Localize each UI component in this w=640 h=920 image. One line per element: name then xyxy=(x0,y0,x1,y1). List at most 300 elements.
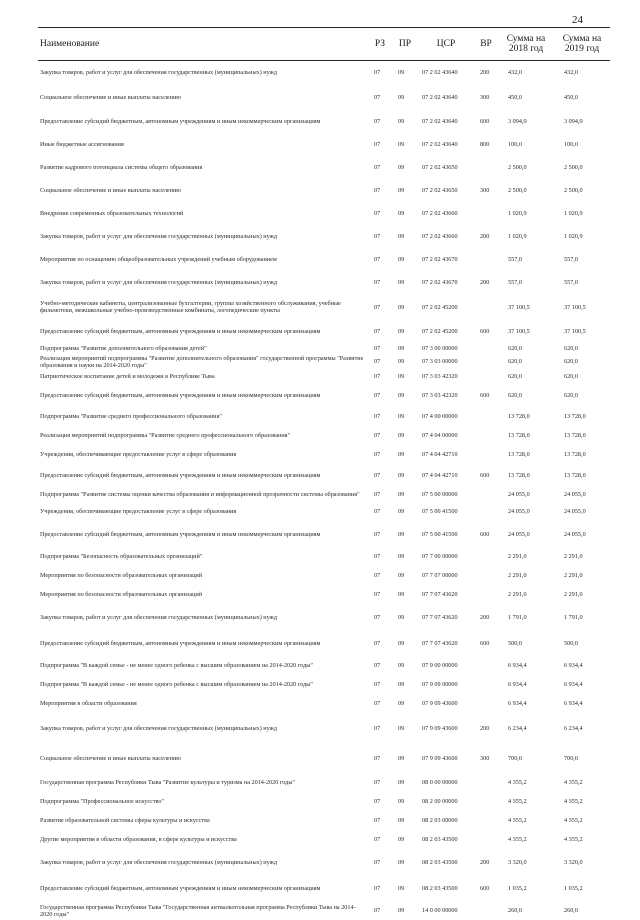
table-row xyxy=(38,875,610,901)
row-name: Мероприятия по безопасности образовательных организаций xyxy=(38,585,368,604)
row-name: Предоставление субсидий бюджетным, автономным учреждениям и иным некоммерческим организациям xyxy=(38,630,368,656)
row-sum-2019: 620,0 xyxy=(554,369,610,384)
row-sum-2018: 620,0 xyxy=(498,343,554,354)
row-name: Закупка товаров, работ и услуг для обеспечения государственных (муниципальных) нужд xyxy=(38,713,368,743)
row-csr: 07 5 00 41500 xyxy=(418,502,474,521)
row-rz: 07 xyxy=(368,445,392,464)
row-sum-2019: 1 020,9 xyxy=(554,202,610,225)
row-pr: 09 xyxy=(392,487,418,502)
row-rz: 07 xyxy=(368,792,392,811)
row-rz: 07 xyxy=(368,773,392,792)
row-name: Социальное обеспечение и иные выплаты населению xyxy=(38,743,368,773)
row-vr xyxy=(474,656,498,675)
row-rz: 07 xyxy=(368,675,392,694)
table-row xyxy=(38,849,610,875)
row-csr: 07 4 00 00000 xyxy=(418,407,474,426)
row-name: Реализация мероприятий подпрограммы "Развитие среднего профессионального образования" xyxy=(38,426,368,445)
header-vr: ВР xyxy=(474,28,498,61)
row-pr: 09 xyxy=(392,445,418,464)
row-sum-2018: 432,0 xyxy=(498,61,554,85)
row-pr: 09 xyxy=(392,271,418,294)
row-vr: 200 xyxy=(474,713,498,743)
table-row xyxy=(38,630,610,656)
row-csr: 07 9 09 43600 xyxy=(418,713,474,743)
table-row xyxy=(38,585,610,604)
row-sum-2019: 557,0 xyxy=(554,248,610,271)
table-row xyxy=(38,179,610,202)
row-csr: 08 2 03 43500 xyxy=(418,830,474,849)
row-name: Развитие образовательной системы сферы культуры и искусства xyxy=(38,811,368,830)
row-sum-2019: 24 055,0 xyxy=(554,502,610,521)
table-row xyxy=(38,487,610,502)
row-pr: 09 xyxy=(392,156,418,179)
row-csr: 07 3 03 42320 xyxy=(418,384,474,407)
row-pr: 09 xyxy=(392,384,418,407)
row-sum-2019: 620,0 xyxy=(554,384,610,407)
row-rz: 07 xyxy=(368,225,392,248)
row-sum-2019: 6 234,4 xyxy=(554,713,610,743)
row-name: Предоставление субсидий бюджетным, автономным учреждениям и иным некоммерческим организациям xyxy=(38,384,368,407)
row-sum-2018: 260,0 xyxy=(498,901,554,920)
row-rz: 07 xyxy=(368,566,392,585)
row-sum-2018: 13 728,0 xyxy=(498,445,554,464)
row-vr xyxy=(474,369,498,384)
row-pr: 09 xyxy=(392,604,418,630)
table-row xyxy=(38,294,610,320)
table-row xyxy=(38,743,610,773)
row-csr: 08 0 00 00000 xyxy=(418,773,474,792)
row-vr: 200 xyxy=(474,849,498,875)
table-row xyxy=(38,225,610,248)
row-vr: 200 xyxy=(474,604,498,630)
row-pr: 09 xyxy=(392,694,418,713)
row-sum-2019: 3 320,0 xyxy=(554,849,610,875)
row-rz: 07 xyxy=(368,811,392,830)
table-row xyxy=(38,320,610,343)
row-sum-2018: 2 500,0 xyxy=(498,156,554,179)
table-row xyxy=(38,547,610,566)
header-sum-2019: Сумма на 2019 год xyxy=(554,28,610,61)
table-row xyxy=(38,271,610,294)
row-vr: 600 xyxy=(474,464,498,487)
row-pr: 09 xyxy=(392,830,418,849)
row-sum-2019: 1 020,9 xyxy=(554,225,610,248)
table-row xyxy=(38,694,610,713)
row-vr xyxy=(474,354,498,369)
row-name: Предоставление субсидий бюджетным, автономным учреждениям и иным некоммерческим организациям xyxy=(38,320,368,343)
row-sum-2018: 620,0 xyxy=(498,369,554,384)
row-sum-2018: 13 728,0 xyxy=(498,426,554,445)
row-name: Мероприятия по безопасности образовательных организаций xyxy=(38,566,368,585)
table-row xyxy=(38,830,610,849)
row-name: Подпрограмма "Развитие дополнительного образования детей" xyxy=(38,343,368,354)
row-sum-2019: 4 355,2 xyxy=(554,811,610,830)
row-name: Предоставление субсидий бюджетным, автономным учреждениям и иным некоммерческим организациям xyxy=(38,875,368,901)
row-pr: 09 xyxy=(392,502,418,521)
table-row xyxy=(38,901,610,920)
row-sum-2019: 100,0 xyxy=(554,133,610,156)
row-name: Подпрограмма "В каждой семье - не менее одного ребенка с высшим образованием на 2014-2020 годы" xyxy=(38,656,368,675)
header-sum-2018: Сумма на 2018 год xyxy=(498,28,554,61)
row-name: Развитие кадрового потенциала системы общего образования xyxy=(38,156,368,179)
row-csr: 07 9 09 43600 xyxy=(418,694,474,713)
table-row xyxy=(38,110,610,133)
row-name: Закупка товаров, работ и услуг для обеспечения государственных (муниципальных) нужд xyxy=(38,849,368,875)
row-csr: 07 2 02 43660 xyxy=(418,225,474,248)
row-name: Другие мероприятия в области образования, в сфере культуры и искусства xyxy=(38,830,368,849)
row-csr: 07 4 04 42710 xyxy=(418,464,474,487)
row-sum-2019: 24 055,0 xyxy=(554,487,610,502)
row-sum-2019: 6 934,4 xyxy=(554,675,610,694)
row-sum-2018: 1 020,9 xyxy=(498,225,554,248)
row-pr: 09 xyxy=(392,248,418,271)
row-csr: 07 5 00 00000 xyxy=(418,487,474,502)
row-sum-2018: 1 035,2 xyxy=(498,875,554,901)
row-pr: 09 xyxy=(392,585,418,604)
row-name: Мероприятия по оснащению общеобразовательных учреждений учебным оборудованием xyxy=(38,248,368,271)
row-rz: 07 xyxy=(368,271,392,294)
row-sum-2018: 2 291,0 xyxy=(498,547,554,566)
row-vr xyxy=(474,811,498,830)
row-pr: 09 xyxy=(392,675,418,694)
row-pr: 09 xyxy=(392,792,418,811)
row-csr: 07 3 00 00000 xyxy=(418,343,474,354)
row-csr: 07 3 03 42320 xyxy=(418,369,474,384)
row-csr: 07 9 09 00000 xyxy=(418,675,474,694)
row-pr: 09 xyxy=(392,110,418,133)
row-vr xyxy=(474,156,498,179)
row-rz: 07 xyxy=(368,521,392,547)
row-vr xyxy=(474,585,498,604)
row-pr: 09 xyxy=(392,773,418,792)
row-vr: 200 xyxy=(474,225,498,248)
row-pr: 09 xyxy=(392,225,418,248)
row-rz: 07 xyxy=(368,426,392,445)
row-sum-2019: 2 291,0 xyxy=(554,585,610,604)
table-row xyxy=(38,445,610,464)
row-csr: 07 2 02 43640 xyxy=(418,84,474,110)
row-sum-2018: 557,0 xyxy=(498,271,554,294)
row-sum-2018: 6 234,4 xyxy=(498,713,554,743)
row-sum-2019: 4 355,2 xyxy=(554,773,610,792)
row-csr: 08 2 00 00000 xyxy=(418,792,474,811)
row-sum-2018: 37 100,5 xyxy=(498,320,554,343)
row-name: Патриотическое воспитание детей и молодежи в Республике Тыва xyxy=(38,369,368,384)
row-rz: 07 xyxy=(368,110,392,133)
row-csr: 07 9 09 43600 xyxy=(418,743,474,773)
row-sum-2018: 500,0 xyxy=(498,630,554,656)
row-sum-2018: 6 934,4 xyxy=(498,675,554,694)
row-vr xyxy=(474,294,498,320)
row-csr: 08 2 03 00000 xyxy=(418,811,474,830)
row-sum-2019: 1 035,2 xyxy=(554,875,610,901)
row-rz: 07 xyxy=(368,407,392,426)
row-csr: 07 5 00 41500 xyxy=(418,521,474,547)
row-name: Подпрограмма "Безопасность образовательных организаций" xyxy=(38,547,368,566)
row-csr: 07 3 03 00000 xyxy=(418,354,474,369)
row-csr: 07 2 02 45200 xyxy=(418,294,474,320)
row-rz: 07 xyxy=(368,179,392,202)
row-sum-2019: 13 728,0 xyxy=(554,464,610,487)
row-sum-2019: 6 934,4 xyxy=(554,656,610,675)
row-sum-2018: 4 355,2 xyxy=(498,792,554,811)
row-vr xyxy=(474,426,498,445)
row-name: Предоставление субсидий бюджетным, автономным учреждениям и иным некоммерческим организациям xyxy=(38,110,368,133)
row-pr: 09 xyxy=(392,179,418,202)
header-name: Наименование xyxy=(38,28,368,61)
row-vr xyxy=(474,502,498,521)
row-sum-2019: 260,0 xyxy=(554,901,610,920)
row-pr: 09 xyxy=(392,901,418,920)
row-sum-2019: 500,0 xyxy=(554,630,610,656)
table-row xyxy=(38,675,610,694)
row-csr: 07 9 00 00000 xyxy=(418,656,474,675)
table-row xyxy=(38,773,610,792)
row-pr: 09 xyxy=(392,566,418,585)
row-pr: 09 xyxy=(392,426,418,445)
row-sum-2019: 557,0 xyxy=(554,271,610,294)
table-row xyxy=(38,84,610,110)
row-vr: 800 xyxy=(474,133,498,156)
row-rz: 07 xyxy=(368,156,392,179)
row-name: Подпрограмма "Развитие среднего профессионального образования" xyxy=(38,407,368,426)
row-sum-2019: 13 728,0 xyxy=(554,407,610,426)
row-csr: 07 2 02 43670 xyxy=(418,271,474,294)
row-pr: 09 xyxy=(392,61,418,85)
row-csr: 14 0 00 00000 xyxy=(418,901,474,920)
table-row xyxy=(38,156,610,179)
row-csr: 07 2 02 43650 xyxy=(418,156,474,179)
row-sum-2018: 2 291,0 xyxy=(498,585,554,604)
row-sum-2018: 6 934,4 xyxy=(498,656,554,675)
row-sum-2019: 2 291,0 xyxy=(554,566,610,585)
row-rz: 07 xyxy=(368,343,392,354)
row-sum-2018: 2 500,0 xyxy=(498,179,554,202)
row-csr: 07 7 00 00000 xyxy=(418,547,474,566)
row-name: Социальное обеспечение и иные выплаты населению xyxy=(38,179,368,202)
row-vr: 600 xyxy=(474,630,498,656)
row-vr: 300 xyxy=(474,179,498,202)
row-sum-2018: 557,0 xyxy=(498,248,554,271)
row-sum-2019: 24 055,0 xyxy=(554,521,610,547)
row-pr: 09 xyxy=(392,369,418,384)
row-sum-2018: 620,0 xyxy=(498,354,554,369)
row-vr xyxy=(474,792,498,811)
row-rz: 07 xyxy=(368,487,392,502)
table-row xyxy=(38,502,610,521)
row-sum-2019: 620,0 xyxy=(554,343,610,354)
row-sum-2018: 4 355,2 xyxy=(498,773,554,792)
table-row xyxy=(38,464,610,487)
row-name: Закупка товаров, работ и услуг для обеспечения государственных (муниципальных) нужд xyxy=(38,271,368,294)
row-pr: 09 xyxy=(392,547,418,566)
row-vr: 600 xyxy=(474,110,498,133)
row-pr: 09 xyxy=(392,464,418,487)
row-rz: 07 xyxy=(368,248,392,271)
row-rz: 07 xyxy=(368,354,392,369)
row-name: Закупка товаров, работ и услуг для обеспечения государственных (муниципальных) нужд xyxy=(38,61,368,85)
row-sum-2019: 2 500,0 xyxy=(554,179,610,202)
row-sum-2018: 100,0 xyxy=(498,133,554,156)
row-vr xyxy=(474,566,498,585)
row-sum-2019: 4 355,2 xyxy=(554,792,610,811)
table-row xyxy=(38,521,610,547)
row-name: Иные бюджетные ассигнования xyxy=(38,133,368,156)
row-pr: 09 xyxy=(392,630,418,656)
row-vr xyxy=(474,694,498,713)
row-pr: 09 xyxy=(392,354,418,369)
row-csr: 07 2 02 43640 xyxy=(418,110,474,133)
row-sum-2018: 6 934,4 xyxy=(498,694,554,713)
row-name: Государственная программа Республики Тыва "Государственная антиалкогольная программа Республики Тыва на 2014-2020 годы" xyxy=(38,901,368,920)
row-sum-2018: 620,0 xyxy=(498,384,554,407)
row-rz: 07 xyxy=(368,585,392,604)
budget-table xyxy=(38,27,610,920)
row-vr: 600 xyxy=(474,384,498,407)
row-vr xyxy=(474,675,498,694)
row-vr xyxy=(474,547,498,566)
row-rz: 07 xyxy=(368,61,392,85)
row-rz: 07 xyxy=(368,849,392,875)
row-rz: 07 xyxy=(368,384,392,407)
table-row xyxy=(38,248,610,271)
table-row xyxy=(38,656,610,675)
table-row xyxy=(38,369,610,384)
row-sum-2019: 3 094,0 xyxy=(554,110,610,133)
row-name: Государственная программа Республики Тыва "Развитие культуры и туризма на 2014-2020 годы" xyxy=(38,773,368,792)
row-sum-2019: 1 791,0 xyxy=(554,604,610,630)
page-number: 24 xyxy=(572,14,583,26)
row-sum-2018: 4 355,2 xyxy=(498,811,554,830)
row-sum-2019: 37 100,5 xyxy=(554,294,610,320)
row-pr: 09 xyxy=(392,656,418,675)
row-name: Закупка товаров, работ и услуг для обеспечения государственных (муниципальных) нужд xyxy=(38,225,368,248)
row-name: Мероприятия в области образования xyxy=(38,694,368,713)
row-pr: 09 xyxy=(392,202,418,225)
row-csr: 07 7 07 43620 xyxy=(418,585,474,604)
row-rz: 07 xyxy=(368,320,392,343)
row-vr: 200 xyxy=(474,61,498,85)
row-pr: 09 xyxy=(392,320,418,343)
row-rz: 07 xyxy=(368,875,392,901)
row-name: Подпрограмма "Развитие системы оценки качества образования и информационной прозрачности системы образования" xyxy=(38,487,368,502)
table-row xyxy=(38,407,610,426)
row-sum-2018: 13 728,0 xyxy=(498,464,554,487)
row-vr xyxy=(474,445,498,464)
table-row xyxy=(38,354,610,369)
row-vr xyxy=(474,343,498,354)
row-rz: 07 xyxy=(368,656,392,675)
row-csr: 07 2 02 45200 xyxy=(418,320,474,343)
row-pr: 09 xyxy=(392,875,418,901)
row-sum-2018: 1 020,9 xyxy=(498,202,554,225)
row-csr: 07 2 02 43650 xyxy=(418,179,474,202)
row-csr: 07 7 07 43620 xyxy=(418,630,474,656)
row-sum-2019: 13 728,0 xyxy=(554,426,610,445)
row-sum-2018: 2 291,0 xyxy=(498,566,554,585)
row-pr: 09 xyxy=(392,84,418,110)
row-sum-2018: 700,0 xyxy=(498,743,554,773)
row-vr xyxy=(474,248,498,271)
row-rz: 07 xyxy=(368,743,392,773)
row-sum-2018: 3 320,0 xyxy=(498,849,554,875)
row-sum-2018: 3 094,0 xyxy=(498,110,554,133)
table-row xyxy=(38,713,610,743)
table-row xyxy=(38,566,610,585)
table-row xyxy=(38,811,610,830)
row-rz: 07 xyxy=(368,502,392,521)
row-name: Закупка товаров, работ и услуг для обеспечения государственных (муниципальных) нужд xyxy=(38,604,368,630)
row-sum-2018: 450,0 xyxy=(498,84,554,110)
row-sum-2019: 37 100,5 xyxy=(554,320,610,343)
row-name: Предоставление субсидий бюджетным, автономным учреждениям и иным некоммерческим организациям xyxy=(38,521,368,547)
row-name: Предоставление субсидий бюджетным, автономным учреждениям и иным некоммерческим организациям xyxy=(38,464,368,487)
row-sum-2018: 4 355,2 xyxy=(498,830,554,849)
table-row xyxy=(38,133,610,156)
table-row xyxy=(38,426,610,445)
row-csr: 07 7 07 00000 xyxy=(418,566,474,585)
row-pr: 09 xyxy=(392,133,418,156)
row-csr: 07 2 02 43640 xyxy=(418,133,474,156)
row-name: Учреждения, обеспечивающие предоставление услуг в сфере образования xyxy=(38,445,368,464)
table-body xyxy=(38,61,610,920)
row-pr: 09 xyxy=(392,811,418,830)
row-sum-2019: 2 291,0 xyxy=(554,547,610,566)
row-sum-2018: 24 055,0 xyxy=(498,502,554,521)
row-vr xyxy=(474,202,498,225)
header-pr: ПР xyxy=(392,28,418,61)
row-csr: 07 7 07 43620 xyxy=(418,604,474,630)
row-sum-2018: 24 055,0 xyxy=(498,521,554,547)
row-sum-2019: 450,0 xyxy=(554,84,610,110)
row-pr: 09 xyxy=(392,407,418,426)
row-sum-2019: 620,0 xyxy=(554,354,610,369)
row-csr: 07 2 02 43670 xyxy=(418,248,474,271)
row-csr: 07 2 02 43660 xyxy=(418,202,474,225)
row-rz: 07 xyxy=(368,604,392,630)
row-vr: 600 xyxy=(474,320,498,343)
row-sum-2018: 37 100,5 xyxy=(498,294,554,320)
table-row xyxy=(38,604,610,630)
row-pr: 09 xyxy=(392,294,418,320)
row-vr: 600 xyxy=(474,875,498,901)
row-name: Реализация мероприятий подпрограммы "Развитие дополнительного образования" государственной программы "Развитие образования и науки на 2014-2020 годы" xyxy=(38,354,368,369)
row-pr: 09 xyxy=(392,743,418,773)
row-vr xyxy=(474,487,498,502)
row-name: Внедрение современных образовательных технологий xyxy=(38,202,368,225)
row-name: Подпрограмма "В каждой семье - не менее одного ребенка с высшим образованием на 2014-2020 годы" xyxy=(38,675,368,694)
row-rz: 07 xyxy=(368,84,392,110)
row-vr: 300 xyxy=(474,84,498,110)
row-rz: 07 xyxy=(368,830,392,849)
header-rz: РЗ xyxy=(368,28,392,61)
row-rz: 07 xyxy=(368,133,392,156)
row-rz: 07 xyxy=(368,713,392,743)
row-rz: 07 xyxy=(368,294,392,320)
row-pr: 09 xyxy=(392,713,418,743)
row-name: Социальное обеспечение и иные выплаты населению xyxy=(38,84,368,110)
row-rz: 07 xyxy=(368,369,392,384)
row-sum-2019: 4 355,2 xyxy=(554,830,610,849)
row-pr: 09 xyxy=(392,849,418,875)
row-rz: 07 xyxy=(368,901,392,920)
row-vr: 300 xyxy=(474,743,498,773)
row-sum-2018: 13 728,0 xyxy=(498,407,554,426)
row-name: Учреждения, обеспечивающие предоставление услуг в сфере образования xyxy=(38,502,368,521)
row-name: Учебно-методические кабинеты, централизованные бухгалтерии, группы хозяйственного обслуживания, учебные фильмотеки, межшкольные учебно-производственные комбинаты, логопедические пункты xyxy=(38,294,368,320)
row-vr xyxy=(474,830,498,849)
row-pr: 09 xyxy=(392,521,418,547)
